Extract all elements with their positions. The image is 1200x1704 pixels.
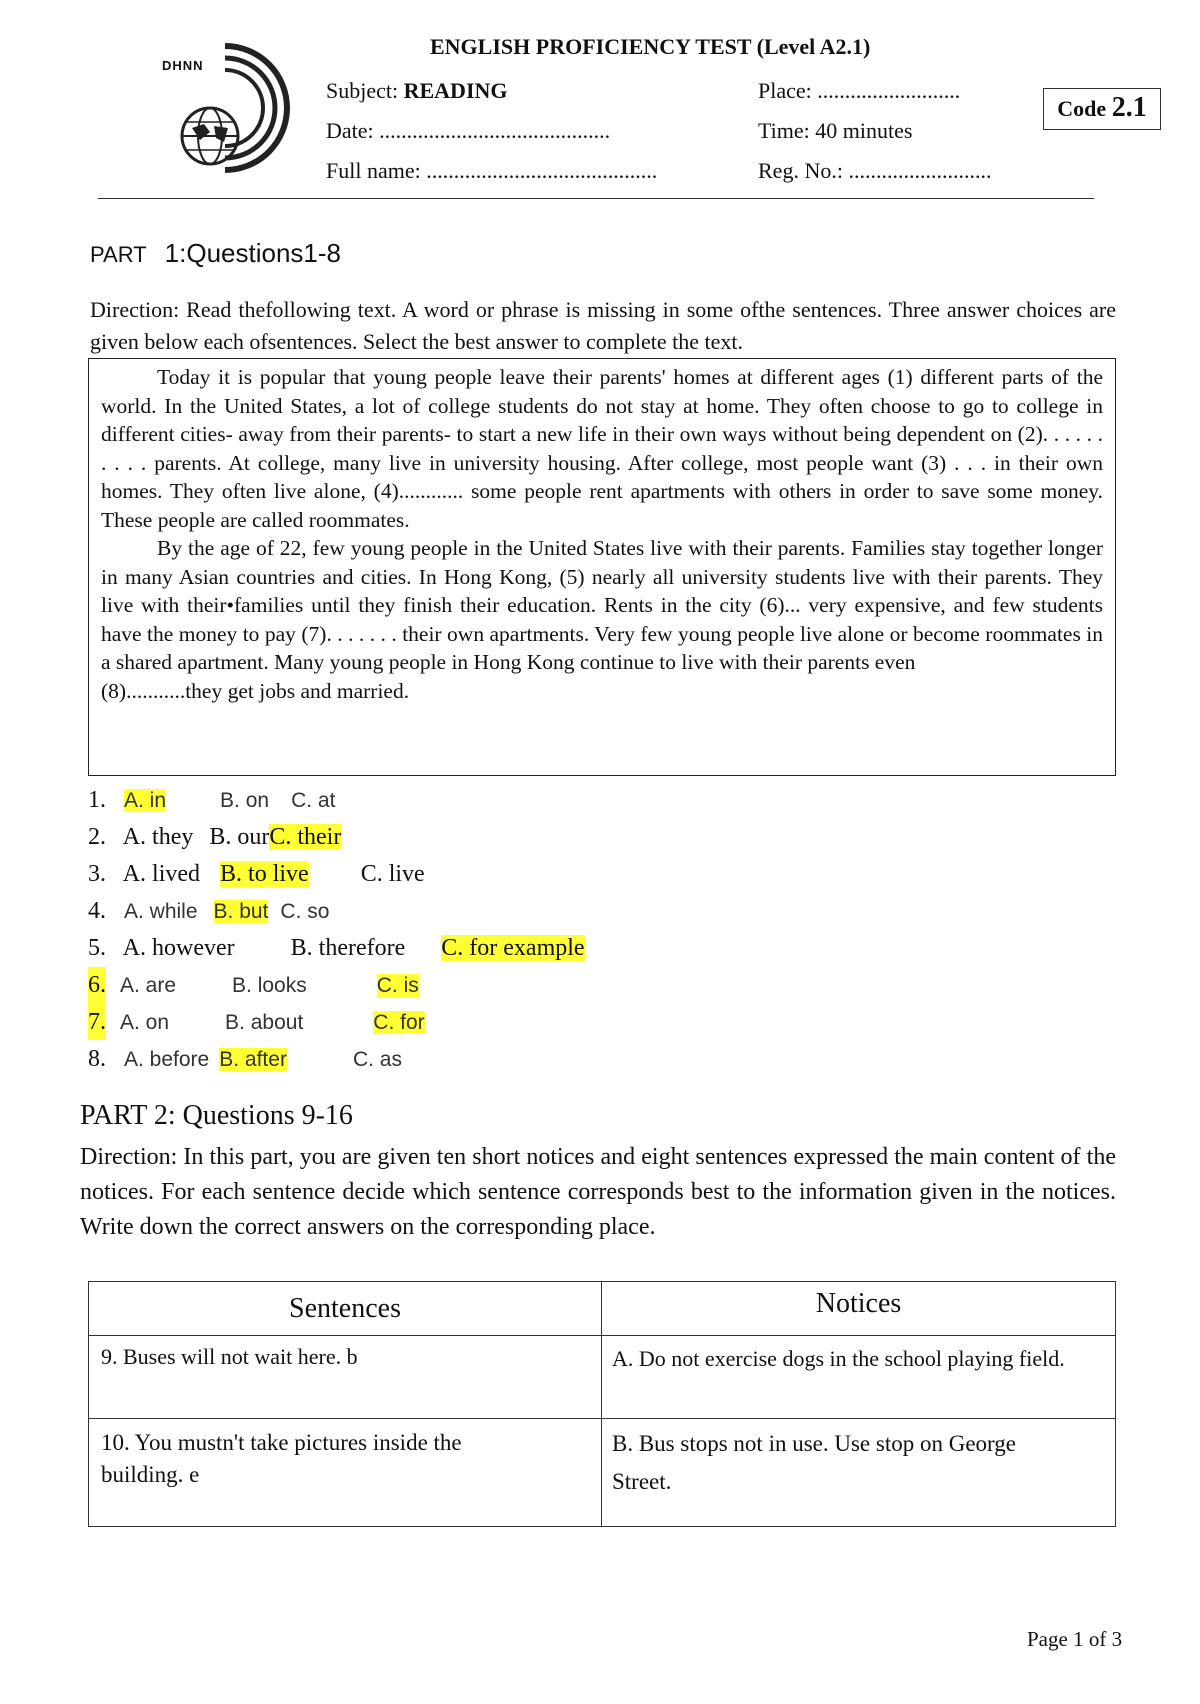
- answer-option-a: A. they: [122, 824, 194, 850]
- answer-row-5: [88, 930, 585, 966]
- answer-option-a: A. lived: [122, 861, 201, 887]
- answer-option-c: C. as: [352, 1048, 402, 1071]
- answer-option-b: B. therefore: [290, 935, 406, 961]
- answer-option-c: C. for example: [441, 935, 585, 961]
- answer-row-7: [88, 1004, 425, 1040]
- part1-heading-part: PART: [90, 242, 147, 267]
- passage-paragraph-2: By the age of 22, few young people in the United States live with their parents. Families stay together longer in many Asian countries and cities. In Hong Kong, (5) nearly all university students live with their parents. They live with their•families until they finish their education. Rents in the city (6)... very expensive, and few students have the money to pay (7). . . . . . . their own apartments. Very few young people live alone or become roommates in a shared apartment. Many young people in Hong Kong continue to live with their parents even: [101, 536, 1103, 674]
- answer-number: 1.: [88, 787, 106, 813]
- answer-option-a: A. are: [120, 974, 177, 997]
- time-field: Time: 40 minutes: [758, 118, 913, 143]
- table-row: [89, 1419, 1116, 1527]
- regno-field: Reg. No.: ..........................: [758, 158, 992, 183]
- part1-heading-questions: 1:Questions1-8: [164, 238, 341, 268]
- answer-row-4: [88, 893, 329, 929]
- answer-number: 3.: [88, 861, 106, 887]
- notices-table: [88, 1281, 1116, 1527]
- sentence-10: 10. You mustn't take pictures inside the building. e: [89, 1419, 602, 1527]
- notice-b-line-2: Street.: [612, 1469, 672, 1494]
- answer-option-c: C. is: [376, 974, 419, 997]
- code-label: Code: [1057, 96, 1107, 121]
- part2-direction: Direction: In this part, you are given ten short notices and eight sentences expressed the main content of the notices. For each sentence decide which sentence corresponds best to the information given in the notices. Write down the correct answers on the corresponding place.: [80, 1144, 1116, 1240]
- table-row: [89, 1336, 1116, 1419]
- notice-a: A. Do not exercise dogs in the school playing field.: [602, 1336, 1116, 1419]
- table-header-notices: Notices: [602, 1282, 1116, 1336]
- reading-passage: [88, 358, 1116, 776]
- subject-field: [326, 78, 508, 104]
- answer-number: 5.: [88, 935, 106, 961]
- answer-row-3: [88, 856, 425, 892]
- subject-label: Subject:: [326, 78, 399, 103]
- table-header-row: [89, 1282, 1116, 1336]
- fullname-field: Full name: ..........................................: [326, 158, 658, 183]
- answer-option-a: A. in: [124, 789, 167, 812]
- answer-option-b: B. after: [219, 1048, 287, 1071]
- table-header-sentences: Sentences: [89, 1282, 602, 1336]
- answer-option-a: A. on: [120, 1011, 170, 1034]
- passage-paragraph-3: (8)...........they get jobs and married.: [101, 678, 410, 703]
- answer-option-c: C. live: [360, 861, 425, 887]
- part2-heading: PART 2: Questions 9-16: [80, 1100, 353, 1131]
- part1-heading: [90, 238, 341, 269]
- answer-option-b: B. on: [220, 789, 270, 812]
- header-divider: [98, 198, 1094, 199]
- answer-option-b: B. to live: [220, 861, 309, 887]
- test-title: ENGLISH PROFICIENCY TEST (Level A2.1): [430, 34, 871, 59]
- answer-row-6: [88, 967, 419, 1003]
- answer-number: 7.: [88, 1004, 106, 1040]
- sentence-9: 9. Buses will not wait here. b: [89, 1336, 602, 1419]
- part1-direction: Direction: Read thefollowing text. A word or phrase is missing in some ofthe sentences. Three answer choices are given below each ofsentences. Select the best answer to complete the text.: [90, 297, 1116, 354]
- answer-option-c: C. so: [280, 900, 330, 923]
- answer-option-a: A. before: [124, 1048, 210, 1071]
- notice-b-line-1: B. Bus stops not in use. Use stop on George: [612, 1431, 1016, 1456]
- passage-paragraph-1: Today it is popular that young people leave their parents' homes at different ages (1) different parts of the world. In the United States, a lot of college students do not stay at home. They often choose to go to college in different cities- away from their parents- to start a new life in their own ways without being dependent on (2). . . . . . . . . . parents. At college, many live in university housing. After college, most people want (3) . . . in their own homes. They often live alone, (4)............ some people rent apartments with others in order to save some money. These people are called roommates.: [101, 365, 1103, 532]
- answer-option-b: B. about: [225, 1011, 304, 1034]
- answer-option-b: B. but: [213, 900, 269, 923]
- answer-option-a: A. while: [124, 900, 198, 923]
- answer-option-a: A. however: [122, 935, 235, 961]
- answer-number: 8.: [88, 1046, 106, 1072]
- answer-number: 4.: [88, 898, 106, 924]
- code-value: 2.1: [1111, 92, 1147, 123]
- answer-row-2: [88, 819, 341, 855]
- answer-number: 2.: [88, 824, 106, 850]
- answer-row-1: [88, 782, 335, 818]
- place-field: Place: ..........................: [758, 78, 961, 103]
- code-box: [1043, 88, 1161, 130]
- notice-b: [602, 1419, 1116, 1527]
- answer-row-8: [88, 1041, 402, 1077]
- logo-text: DHNN: [162, 58, 204, 73]
- subject-value: READING: [403, 78, 508, 103]
- answer-option-b: B. looks: [232, 974, 307, 997]
- answer-option-c: C. at: [291, 789, 336, 812]
- page-number: Page 1 of 3: [1027, 1627, 1123, 1651]
- answer-number: 6.: [88, 967, 106, 1003]
- answer-option-b: B. our: [209, 824, 270, 850]
- answer-option-c: C. for: [373, 1011, 425, 1034]
- answer-option-c: C. their: [269, 824, 342, 850]
- date-field: Date: ..........................................: [326, 118, 611, 143]
